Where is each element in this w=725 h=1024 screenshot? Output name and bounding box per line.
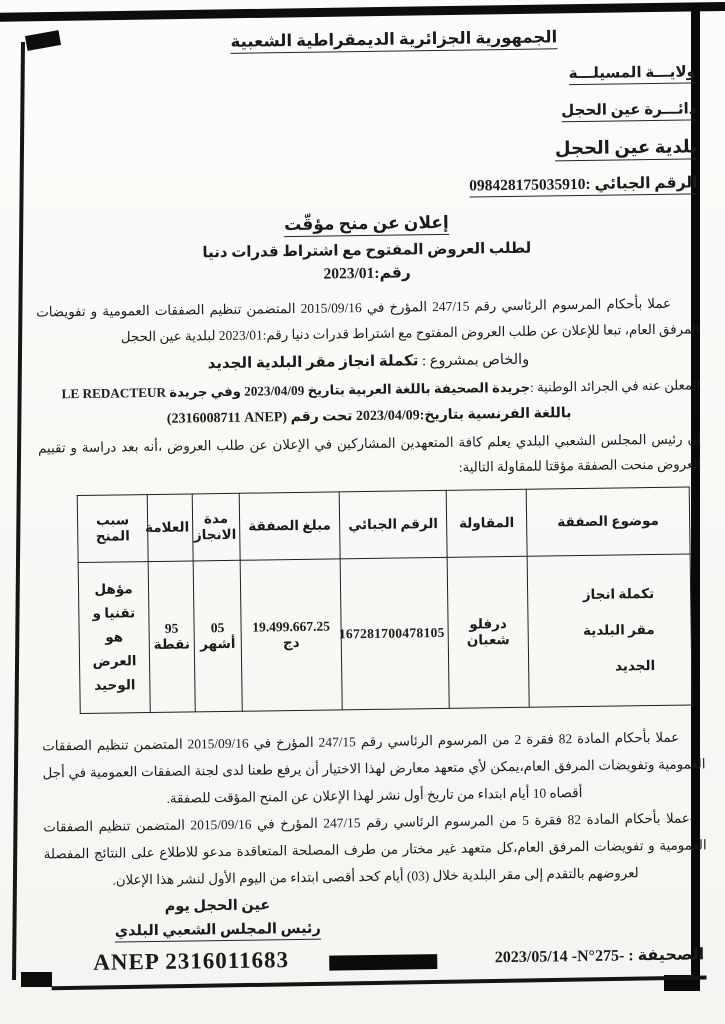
scan-left-edge [12, 42, 25, 980]
publication-prefix: المعلن عنه في الجرائد الوطنية : [529, 377, 701, 395]
project-prefix: والخاص بمشروع : [418, 351, 530, 370]
anep-number: ANEP 2316011683 [93, 947, 290, 975]
table-header-row [77, 487, 690, 563]
table-data-row [78, 554, 692, 714]
cell-contractor: درفلو شعبان [447, 556, 529, 708]
cell-amount: 19.499.667.25 دج [240, 559, 342, 711]
col-header-amount: مبلغ الصفقة [239, 492, 340, 560]
intro-paragraph: عملا بأحكام المرسوم الرئاسي رقم 247/15 المؤرخ في 2015/09/16 المتضمن تنظيم الصفقات العمومية و تفويضات المرفق العام، تبعا للإعلان عن طلب العروض المفتوح مع اشتراط قدرات دنيا رقم:2023/01 لبلدية عين الحجل [36, 295, 700, 345]
signature-title: رئيس المجلس الشعبي البلدي [98, 916, 338, 943]
col-header-duration: مدة الانجاز [192, 493, 240, 561]
publication-journals: جريدة الصحيفة باللغة العربية بتاريخ 2023/04/09 وفي جريدة LE REDACTEUR [61, 379, 531, 402]
col-header-subject: موضوع الصفقة [526, 487, 690, 556]
notice-title: إعلان عن منح مؤقّت [35, 209, 698, 238]
project-name: تكملة انجاز مقر البلدية الجديد [207, 353, 419, 373]
document-sheet [32, 7, 709, 989]
col-header-contractor: المقاولة [446, 489, 527, 557]
notice-number: رقم:2023/01 [323, 264, 411, 283]
wilaya-line: ولايـــة المسيلـــة [37, 61, 696, 92]
award-table [77, 486, 693, 714]
publication-line-2: باللغة الفرنسية بتاريخ:2023/04/09 تحت رقم (‎2316008711 ANEP) [166, 406, 572, 427]
cell-reason: مؤهل تقنيا و هو العرض الوحيد [78, 562, 150, 714]
col-header-tax-number: الرقم الجبائي [339, 490, 447, 558]
issuing-authority-block [33, 61, 698, 203]
notice-heading-block [35, 209, 699, 287]
daira-line: دائـــرة عين الحجل [37, 98, 696, 129]
signature-place: عين الحجل يوم [164, 897, 271, 915]
col-header-score: العلامة [147, 494, 193, 562]
republic-title: الجمهورية الجزائرية الديمقراطية الشعبية [92, 25, 695, 53]
cell-score: 95 نقطة [148, 561, 195, 713]
col-header-reason: سبب المنح [77, 495, 148, 563]
award-intro-paragraph: إن رئيس المجلس الشعبي البلدي يعلم كافة المتعهدين المشاركين في الإعلان عن طلب العروض ،أنه بعد دراسة و تقييم العروض منحت الصفقة مؤقتا للمقاولة التالية: [37, 431, 702, 475]
results-paragraph: -عملا بأحكام المادة 82 فقرة 5 من المرسوم الرئاسي رقم 247/15 المؤرخ في 2015/09/16 المتضمن تنظيم الصفقات العمومية و تفويضات المرفق العام،كل متعهد غير مختار من طرف المصلحة المتعاقدة مدعو للاطلاع على النتائج المفصلة لعروضهم بالتقدم إلى مقر البلدية خلال (03) أيام كحد أقصى ابتداء من اليوم الأول لنشر هذا الإعلان. [43, 810, 707, 888]
tax-id-line: الرقم الجبائي :098428175035910 [38, 172, 697, 203]
cell-subject: تكملة انجاز مقر البلدية الجديد [527, 554, 692, 707]
signature-block [97, 892, 338, 943]
cell-duration: 05 أشهر [193, 560, 242, 712]
journal-reference: 2023/05/14 -N°275- : الصحيفة [494, 946, 705, 967]
cell-tax-number: 167281700478105 [340, 557, 449, 709]
commune-line: بلدية عين الحجل [38, 135, 697, 166]
footer-row [45, 941, 708, 976]
redaction-bar [329, 954, 437, 971]
footer-rule [52, 975, 707, 989]
notice-subtitle: لطلب العروض المفتوح مع اشتراط قدرات دنيا [202, 240, 532, 262]
appeal-paragraph: عملا بأحكام المادة 82 فقرة 2 من المرسوم الرئاسي رقم 247/15 المؤرخ في 2015/09/16 المتضمن تنظيم الصفقات العمومية وتفويضات المرفق العام،يمكن لأي متعهد معارض لهذا الاختيار أن يرفع طعنا لدى لجنة الصفقات العمومية في أجل أقصاه 10 أيام ابتداء من تاريخ أول نشر لهذا الإعلان عن المنح المؤقت للصفقة. [42, 729, 706, 806]
